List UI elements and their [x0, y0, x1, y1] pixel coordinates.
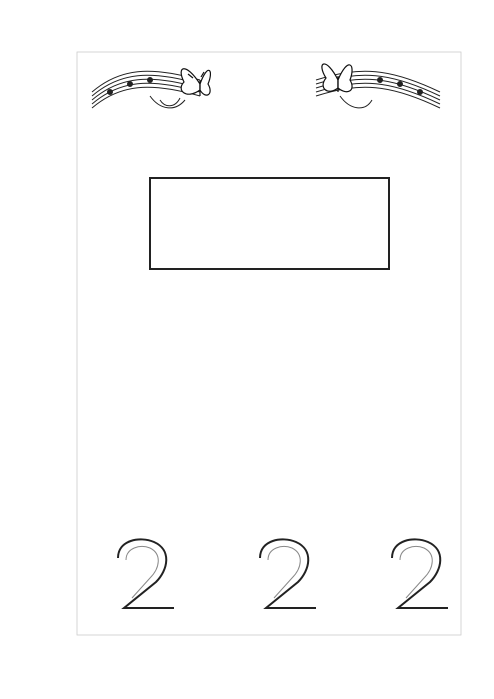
- big-digit-2-second[interactable]: [252, 536, 322, 620]
- big-digit-2-third[interactable]: [384, 536, 454, 620]
- digit-outline: [384, 536, 454, 616]
- lesson-title-box: [206, 70, 310, 102]
- digit-outline: [252, 536, 322, 616]
- butterfly-icon: [322, 64, 352, 92]
- source-url: [130, 680, 494, 699]
- digit-outline: [110, 536, 180, 616]
- memory-rectangle[interactable]: [149, 177, 390, 270]
- big-digit-2-first[interactable]: [110, 536, 180, 620]
